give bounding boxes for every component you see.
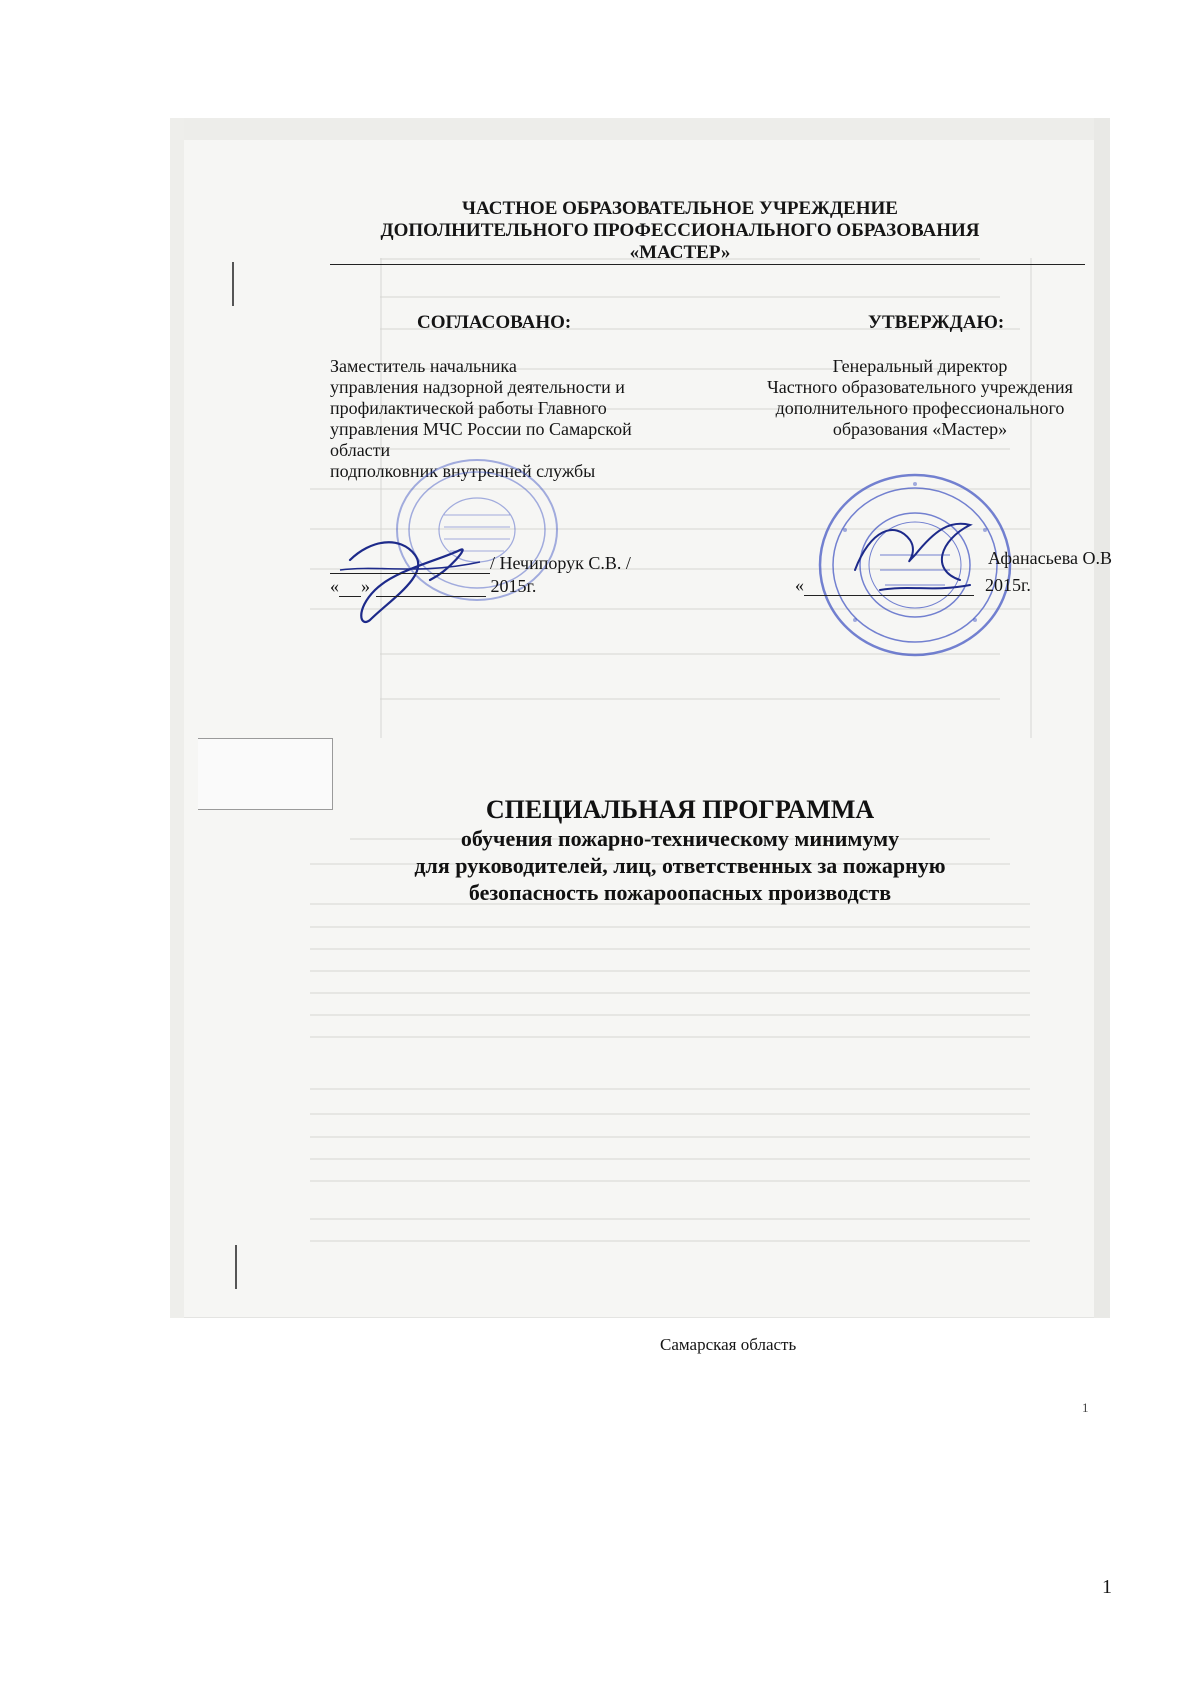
bleed-line <box>310 1180 1030 1182</box>
approved-signatory: Афанасьева О.В <box>988 548 1113 568</box>
bleed-line <box>310 992 1030 994</box>
agreed-signature-line <box>330 552 631 574</box>
bleed-line <box>380 296 1000 298</box>
bleed-line <box>310 926 1030 928</box>
page-number: 1 <box>1102 1576 1112 1598</box>
bleed-line <box>310 1218 1030 1220</box>
agreed-line: области <box>330 440 391 460</box>
date-quote-close: » <box>361 576 370 596</box>
approved-date-line <box>795 575 974 596</box>
approved-year: 2015г. <box>985 575 1031 595</box>
agreed-signatory: / Нечипорук С.В. / <box>490 553 631 573</box>
scan-edge-right <box>1094 118 1110 1318</box>
scan-page-number: 1 <box>1082 1400 1089 1415</box>
agreed-date-line <box>330 575 536 597</box>
bleed-line <box>310 1014 1030 1016</box>
header-rule <box>330 264 1085 265</box>
bleed-line <box>380 258 382 738</box>
date-underline <box>804 577 974 596</box>
institution-header <box>280 198 1080 264</box>
bleed-line <box>1030 258 1032 738</box>
program-title-line: обучения пожарно-техническому минимуму <box>460 826 900 851</box>
agreed-line: управления надзорной деятельности и <box>330 377 625 397</box>
program-title-main: СПЕЦИАЛЬНАЯ ПРОГРАММА <box>485 795 875 824</box>
program-title-line: для руководителей, лиц, ответственных за пожарную <box>414 853 946 878</box>
place-name: Самарская область <box>660 1335 797 1354</box>
bleed-line <box>310 1088 1030 1090</box>
program-title-line: безопасность пожароопасных производств <box>468 880 892 905</box>
agreed-year: 2015г. <box>490 576 537 596</box>
bleed-line <box>310 948 1030 950</box>
agreed-line: профилактической работы Главного <box>330 398 607 418</box>
approved-line: дополнительного профессионального <box>775 398 1065 418</box>
header-line-2: ДОПОЛНИТЕЛЬНОГО ПРОФЕССИОНАЛЬНОГО ОБРАЗОВАНИЯ <box>380 220 980 241</box>
binding-mark <box>235 1245 237 1289</box>
program-title <box>300 795 1060 906</box>
approved-line: Генеральный директор <box>832 356 1008 376</box>
header-line-1: ЧАСТНОЕ ОБРАЗОВАТЕЛЬНОЕ УЧРЕЖДЕНИЕ <box>462 198 898 219</box>
approved-block <box>750 356 1090 440</box>
month-underline <box>376 578 486 597</box>
signature-underline <box>330 555 490 574</box>
header-line-3: «МАСТЕР» <box>629 242 731 263</box>
bleed-line <box>380 698 1000 700</box>
scanned-page <box>170 118 1113 1318</box>
approved-line: Частного образовательного учреждения <box>767 377 1073 397</box>
day-underline <box>339 578 361 597</box>
bleed-line <box>310 1158 1030 1160</box>
agreed-line: подполковник внутренней службы <box>330 461 596 481</box>
bleed-line <box>310 1240 1030 1242</box>
bleed-line <box>310 1136 1030 1138</box>
bleed-line <box>310 1036 1030 1038</box>
approved-line: образования «Мастер» <box>832 419 1008 439</box>
agreed-line: Заместитель начальника <box>330 356 517 376</box>
agreed-line: управления МЧС России по Самарской <box>330 419 632 439</box>
approved-heading: УТВЕРЖДАЮ: <box>868 312 1005 333</box>
date-quote-open: « <box>330 576 339 596</box>
binding-mark <box>232 262 234 306</box>
agreed-heading: СОГЛАСОВАНО: <box>417 312 572 333</box>
scan-edge-top <box>170 118 1110 140</box>
bleed-line <box>310 1113 1030 1115</box>
scan-edge-left <box>170 118 184 1318</box>
bleed-line <box>310 970 1030 972</box>
date-quote-open: « <box>795 575 804 595</box>
